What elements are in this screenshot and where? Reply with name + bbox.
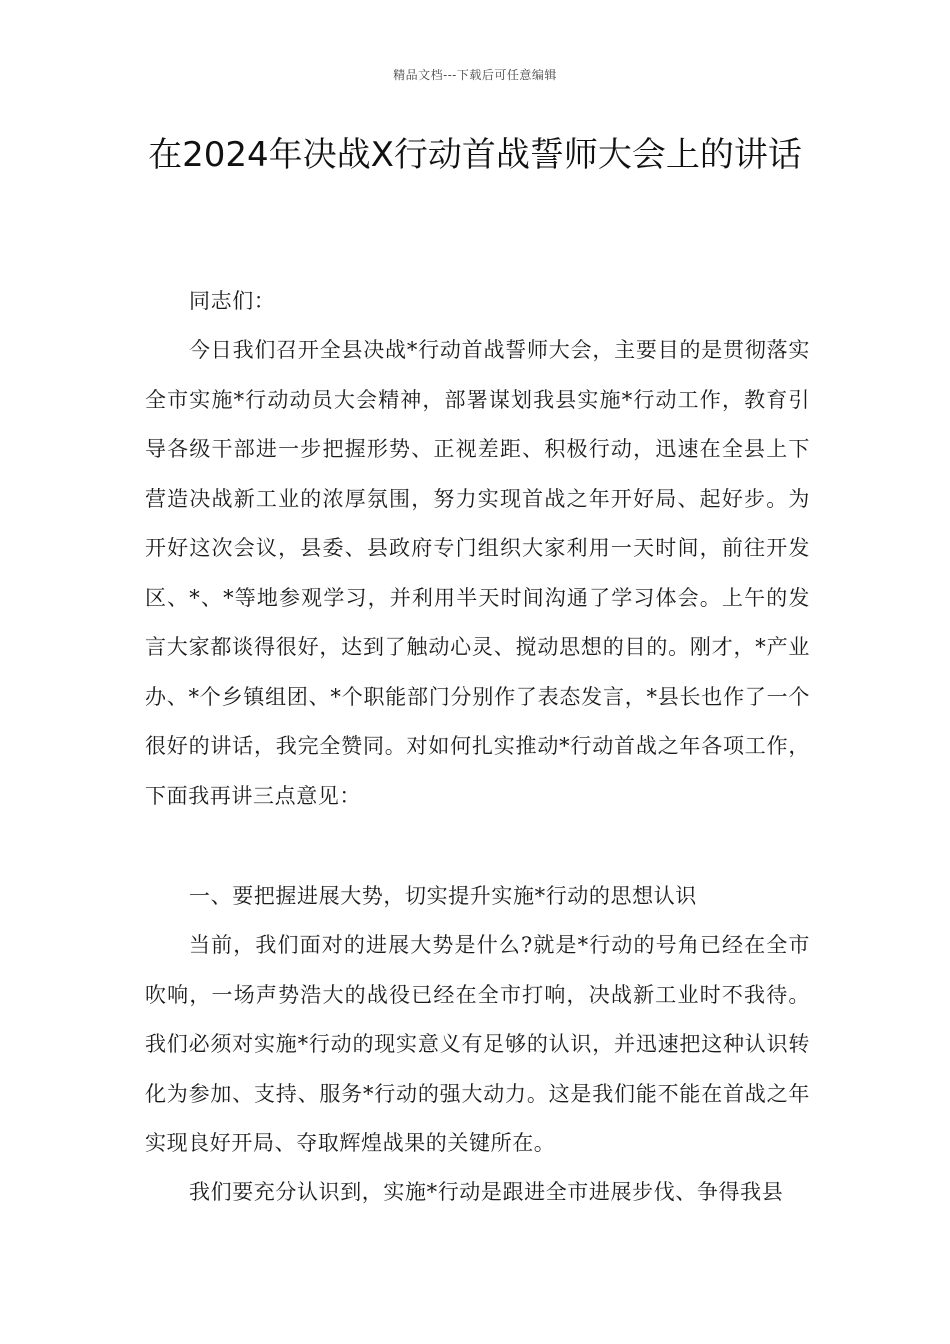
header-note: 精品文档---下载后可任意编辑 bbox=[393, 68, 557, 82]
section-heading-1: 一、要把握进展大势，切实提升实施*行动的思想认识 bbox=[189, 884, 697, 908]
paragraph-section1-a: 当前，我们面对的进展大势是什么?就是*行动的号角已经在全市吹响，一场声势浩大的战役已经在全市打响，决战新工业时不我待。我们必须对实施*行动的现实意义有足够的认识，并迅速把这种认识转化为参加、支持、服务*行动的强大动力。这是我们能不能在首战之年实现良好开局、夺取辉煌战果的关键所在。 bbox=[145, 933, 810, 1155]
salutation: 同志们： bbox=[189, 289, 276, 313]
document-title: 在2024年决战X行动首战誓师大会上的讲话 bbox=[148, 135, 802, 175]
paragraph-section1-b: 我们要充分认识到，实施*行动是跟进全市进展步伐、争得我县 bbox=[189, 1180, 784, 1204]
paragraph-opening: 今日我们召开全县决战*行动首战誓师大会，主要目的是贯彻落实全市实施*行动动员大会精神，部署谋划我县实施*行动工作，教育引导各级干部进一步把握形势、正视差距、积极行动，迅速在全县上下营造决战新工业的浓厚氛围，努力实现首战之年开好局、起好步。为开好这次会议，县委、县政府专门组织大家利用一天时间，前往开发区、*、*等地参观学习，并利用半天时间沟通了学习体会。上午的发言大家都谈得很好，达到了触动心灵、搅动思想的目的。刚才，*产业办、*个乡镇组团、*个职能部门分别作了表态发言，*县长也作了一个很好的讲话，我完全赞同。对如何扎实推动*行动首战之年各项工作，下面我再讲三点意见： bbox=[145, 338, 810, 808]
